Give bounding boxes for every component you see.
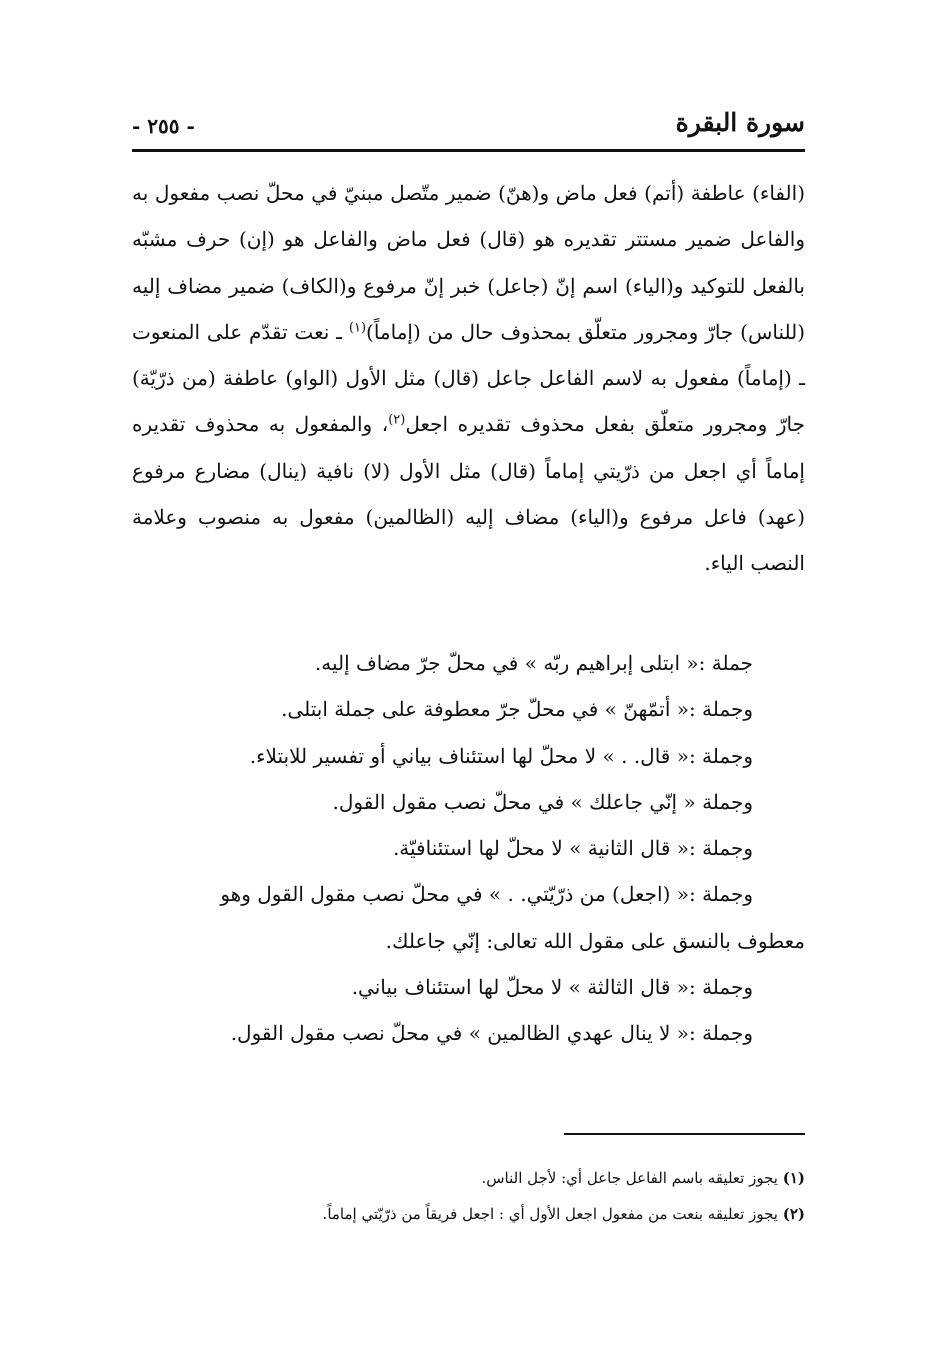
body-line: (الفاء) عاطفة (أتم) فعل ماض و(هنّ) ضمير متّصل مبنيّ في محلّ نصب	[216, 181, 805, 205]
sentence-item: جملة :« ابتلى إبراهيم ربّه » في محلّ جرّ مضاف إليه.	[314, 651, 753, 675]
body-line: بفعل محذوف تقديره اجعل	[405, 412, 635, 437]
header-rule	[132, 149, 805, 152]
page-header	[132, 108, 805, 148]
body-line: جاعل (قال) مثل الأول (الواو) عاطفة (من ذرّيّة) جارّ ومجرور متعلّق	[132, 366, 805, 437]
body-line: مفعول به والفاعل ضمير مستتر تقديره هو (قال) فعل ماض والفاعل هو	[132, 181, 806, 252]
sentence-continuation: معطوف بالنسق على مقول الله تعالى: إنّي جاعلك.	[385, 928, 805, 953]
body-paragraph	[132, 170, 805, 587]
footnote-ref: (١)	[348, 320, 367, 336]
body-line: (إن) حرف مشبّه بالفعل للتوكيد و(الياء) اسم إنّ (جاعل) خبر إنّ مرفوع	[132, 227, 806, 298]
sentence-item: وجملة :« لا ينال عهدي الظالمين » في محلّ نصب مقول القول.	[230, 1021, 753, 1046]
footnote-number: (١)	[782, 1169, 805, 1187]
footnote-ref: (٢)	[388, 412, 406, 428]
sentence-item-long	[132, 871, 805, 964]
page-number: - ٢٥٥ -	[132, 114, 195, 138]
sentence-line: وجملة :« (اجعل) من ذرّيّتي. . » في محلّ نصب مقول القول وهو	[220, 882, 753, 907]
sentence-item: وجملة :« قال الثالثة » لا محلّ لها استئناف بياني.	[351, 975, 753, 1000]
sentence-item: وجملة :« قال. . » لا محلّ لها استئناف بياني أو تفسير للابتلاء.	[249, 743, 753, 768]
footnotes	[132, 1160, 805, 1232]
sentence-item: وجملة « إنّي جاعلك » في محلّ نصب مقول القول.	[332, 789, 753, 814]
body-line: من (إماماً)	[366, 319, 454, 344]
footnote-1	[132, 1160, 805, 1196]
footnote-rule	[564, 1133, 805, 1135]
body-line: ـ نعت تقدّم على المنعوت ـ (إماماً) مفعول به لاسم الفاعل	[132, 319, 806, 391]
footnote-number: (٢)	[782, 1205, 805, 1223]
footnote-text: يجوز تعليقه باسم الفاعل جاعل أي: لأجل الناس.	[481, 1169, 783, 1187]
sentence-analysis-list	[132, 640, 805, 1057]
footnote-2	[132, 1196, 805, 1232]
running-title: سورة البقرة	[675, 108, 805, 137]
body-line: ، والمفعول به محذوف تقديره إماماً أي	[132, 412, 805, 483]
body-line: و(الكاف) ضمير مضاف إليه (للناس) جارّ ومجرور متعلّق بمحذوف حال	[132, 273, 805, 344]
sentence-item: وجملة :« أتمّهنّ » في محلّ جرّ معطوفة على جملة ابتلى.	[281, 697, 753, 722]
body-line: وعلامة النصب الياء.	[132, 505, 805, 576]
body-line: اجعل من ذرّيتي إماماً (قال) مثل الأول (لا) نافية (ينال) مضارع مرفوع	[132, 458, 727, 483]
body-line: (عهد) فاعل مرفوع و(الياء) مضاف إليه (الظالمين) مفعول به منصوب	[197, 505, 805, 530]
footnote-text: يجوز تعليقه بنعت من مفعول اجعل الأول أي : اجعل فريقاً من ذرّيّتي إماماً.	[322, 1205, 783, 1223]
sentence-item: وجملة :« قال الثانية » لا محلّ لها استئنافيّة.	[392, 836, 753, 861]
